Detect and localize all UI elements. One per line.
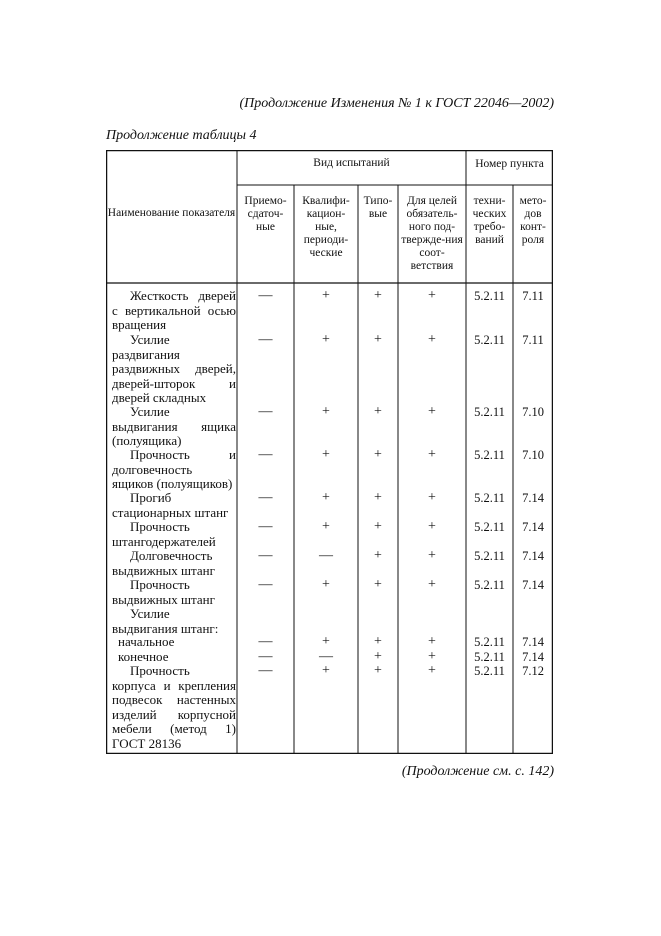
cell-certification: + [428,404,436,419]
cell-qualification: + [322,634,330,649]
row-name: конечное [118,649,169,664]
cell-acceptance: — [258,548,273,563]
cell-qualification: + [322,288,330,303]
header-control-methods: мето-дов конт-роля [519,195,547,246]
cell-method: 7.14 [522,520,544,534]
cell-tech: 5.2.11 [474,405,505,419]
cell-qualification: — [319,548,333,563]
row-name: Прочность корпуса и крепления подвесок настенных изделий корпусной мебели (метод 1) ГОСТ 28136 [112,663,236,751]
cell-type: + [374,332,382,347]
row-name: Прочность выдвижных штанг [112,577,215,607]
cell-qualification: — [319,649,333,664]
cell-method: 7.14 [522,635,544,649]
cell-certification: + [428,447,436,462]
header-acceptance: Приемо-сдаточ-ные [244,195,287,233]
table-caption: Продолжение таблицы 4 [106,128,257,143]
row-name: Усилие раздвигания раздвижных дверей, дверей-шторок и дверей складных [112,332,236,405]
row-name: Прочность и долговечность ящиков (полуящиков) [112,447,236,491]
row-name: Прогиб стационарных штанг [112,490,229,520]
cell-acceptance: — [258,519,273,534]
cell-type: + [374,447,382,462]
row-name: Усилие выдвигания ящика (полуящика) [112,404,236,448]
cell-qualification: + [322,404,330,419]
header-type: Типо-вые [363,195,393,220]
cell-method: 7.12 [522,664,544,678]
row-name: Прочность штангодержателей [112,519,216,549]
cell-tech: 5.2.11 [474,664,505,678]
cell-method: 7.11 [522,333,544,347]
cell-method: 7.14 [522,491,544,505]
header-certification: Для целей обязатель-ного под-твержде-ния соот-ветствия [401,195,463,272]
footer-note: (Продолжение см. с. 142) [401,764,554,779]
cell-certification: + [428,548,436,563]
cell-acceptance: — [258,404,273,419]
cell-qualification: + [322,490,330,505]
cell-method: 7.14 [522,578,544,592]
cell-type: + [374,519,382,534]
cell-tech: 5.2.11 [474,289,505,303]
cell-certification: + [428,332,436,347]
cell-acceptance: — [258,288,273,303]
cell-certification: + [428,490,436,505]
cell-certification: + [428,519,436,534]
cell-type: + [374,663,382,678]
page-header: (Продолжение Изменения № 1 к ГОСТ 22046—2002) [239,96,554,111]
cell-tech: 5.2.11 [474,549,505,563]
cell-type: + [374,490,382,505]
cell-qualification: + [322,447,330,462]
row-name: Жесткость дверей с вертикальной осью вращения [112,288,236,332]
cell-acceptance: — [258,634,273,649]
cell-acceptance: — [258,577,273,592]
header-qualification: Квалифи-кацион-ные, периоди-ческие [302,195,350,259]
row-name: Долговечность выдвижных штанг [112,548,215,578]
cell-certification: + [428,663,436,678]
row-name: начальное [118,634,175,649]
cell-qualification: + [322,519,330,534]
cell-tech: 5.2.11 [474,333,505,347]
header-tech-req: техни-ческих требо-ваний [472,195,507,246]
cell-tech: 5.2.11 [474,448,505,462]
cell-tech: 5.2.11 [474,650,505,664]
cell-type: + [374,548,382,563]
cell-qualification: + [322,332,330,347]
cell-method: 7.14 [522,650,544,664]
cell-certification: + [428,577,436,592]
cell-method: 7.14 [522,549,544,563]
cell-type: + [374,577,382,592]
cell-acceptance: — [258,663,273,678]
cell-type: + [374,634,382,649]
cell-method: 7.10 [522,448,544,462]
cell-method: 7.11 [522,289,544,303]
header-test-types: Вид испытаний [313,157,390,169]
cell-type: + [374,404,382,419]
header-item-number: Номер пункта [475,158,544,170]
cell-certification: + [428,288,436,303]
cell-acceptance: — [258,649,273,664]
cell-qualification: + [322,663,330,678]
cell-tech: 5.2.11 [474,491,505,505]
cell-tech: 5.2.11 [474,520,505,534]
cell-qualification: + [322,577,330,592]
cell-acceptance: — [258,490,273,505]
cell-certification: + [428,634,436,649]
cell-tech: 5.2.11 [474,635,505,649]
cell-type: + [374,288,382,303]
cell-method: 7.10 [522,405,544,419]
row-name: Усилие выдвигания штанг: [112,606,219,636]
data-table [106,150,553,754]
cell-type: + [374,649,382,664]
cell-tech: 5.2.11 [474,578,505,592]
cell-acceptance: — [258,332,273,347]
cell-certification: + [428,649,436,664]
header-name: Наименование показателя [107,207,236,219]
cell-acceptance: — [258,447,273,462]
